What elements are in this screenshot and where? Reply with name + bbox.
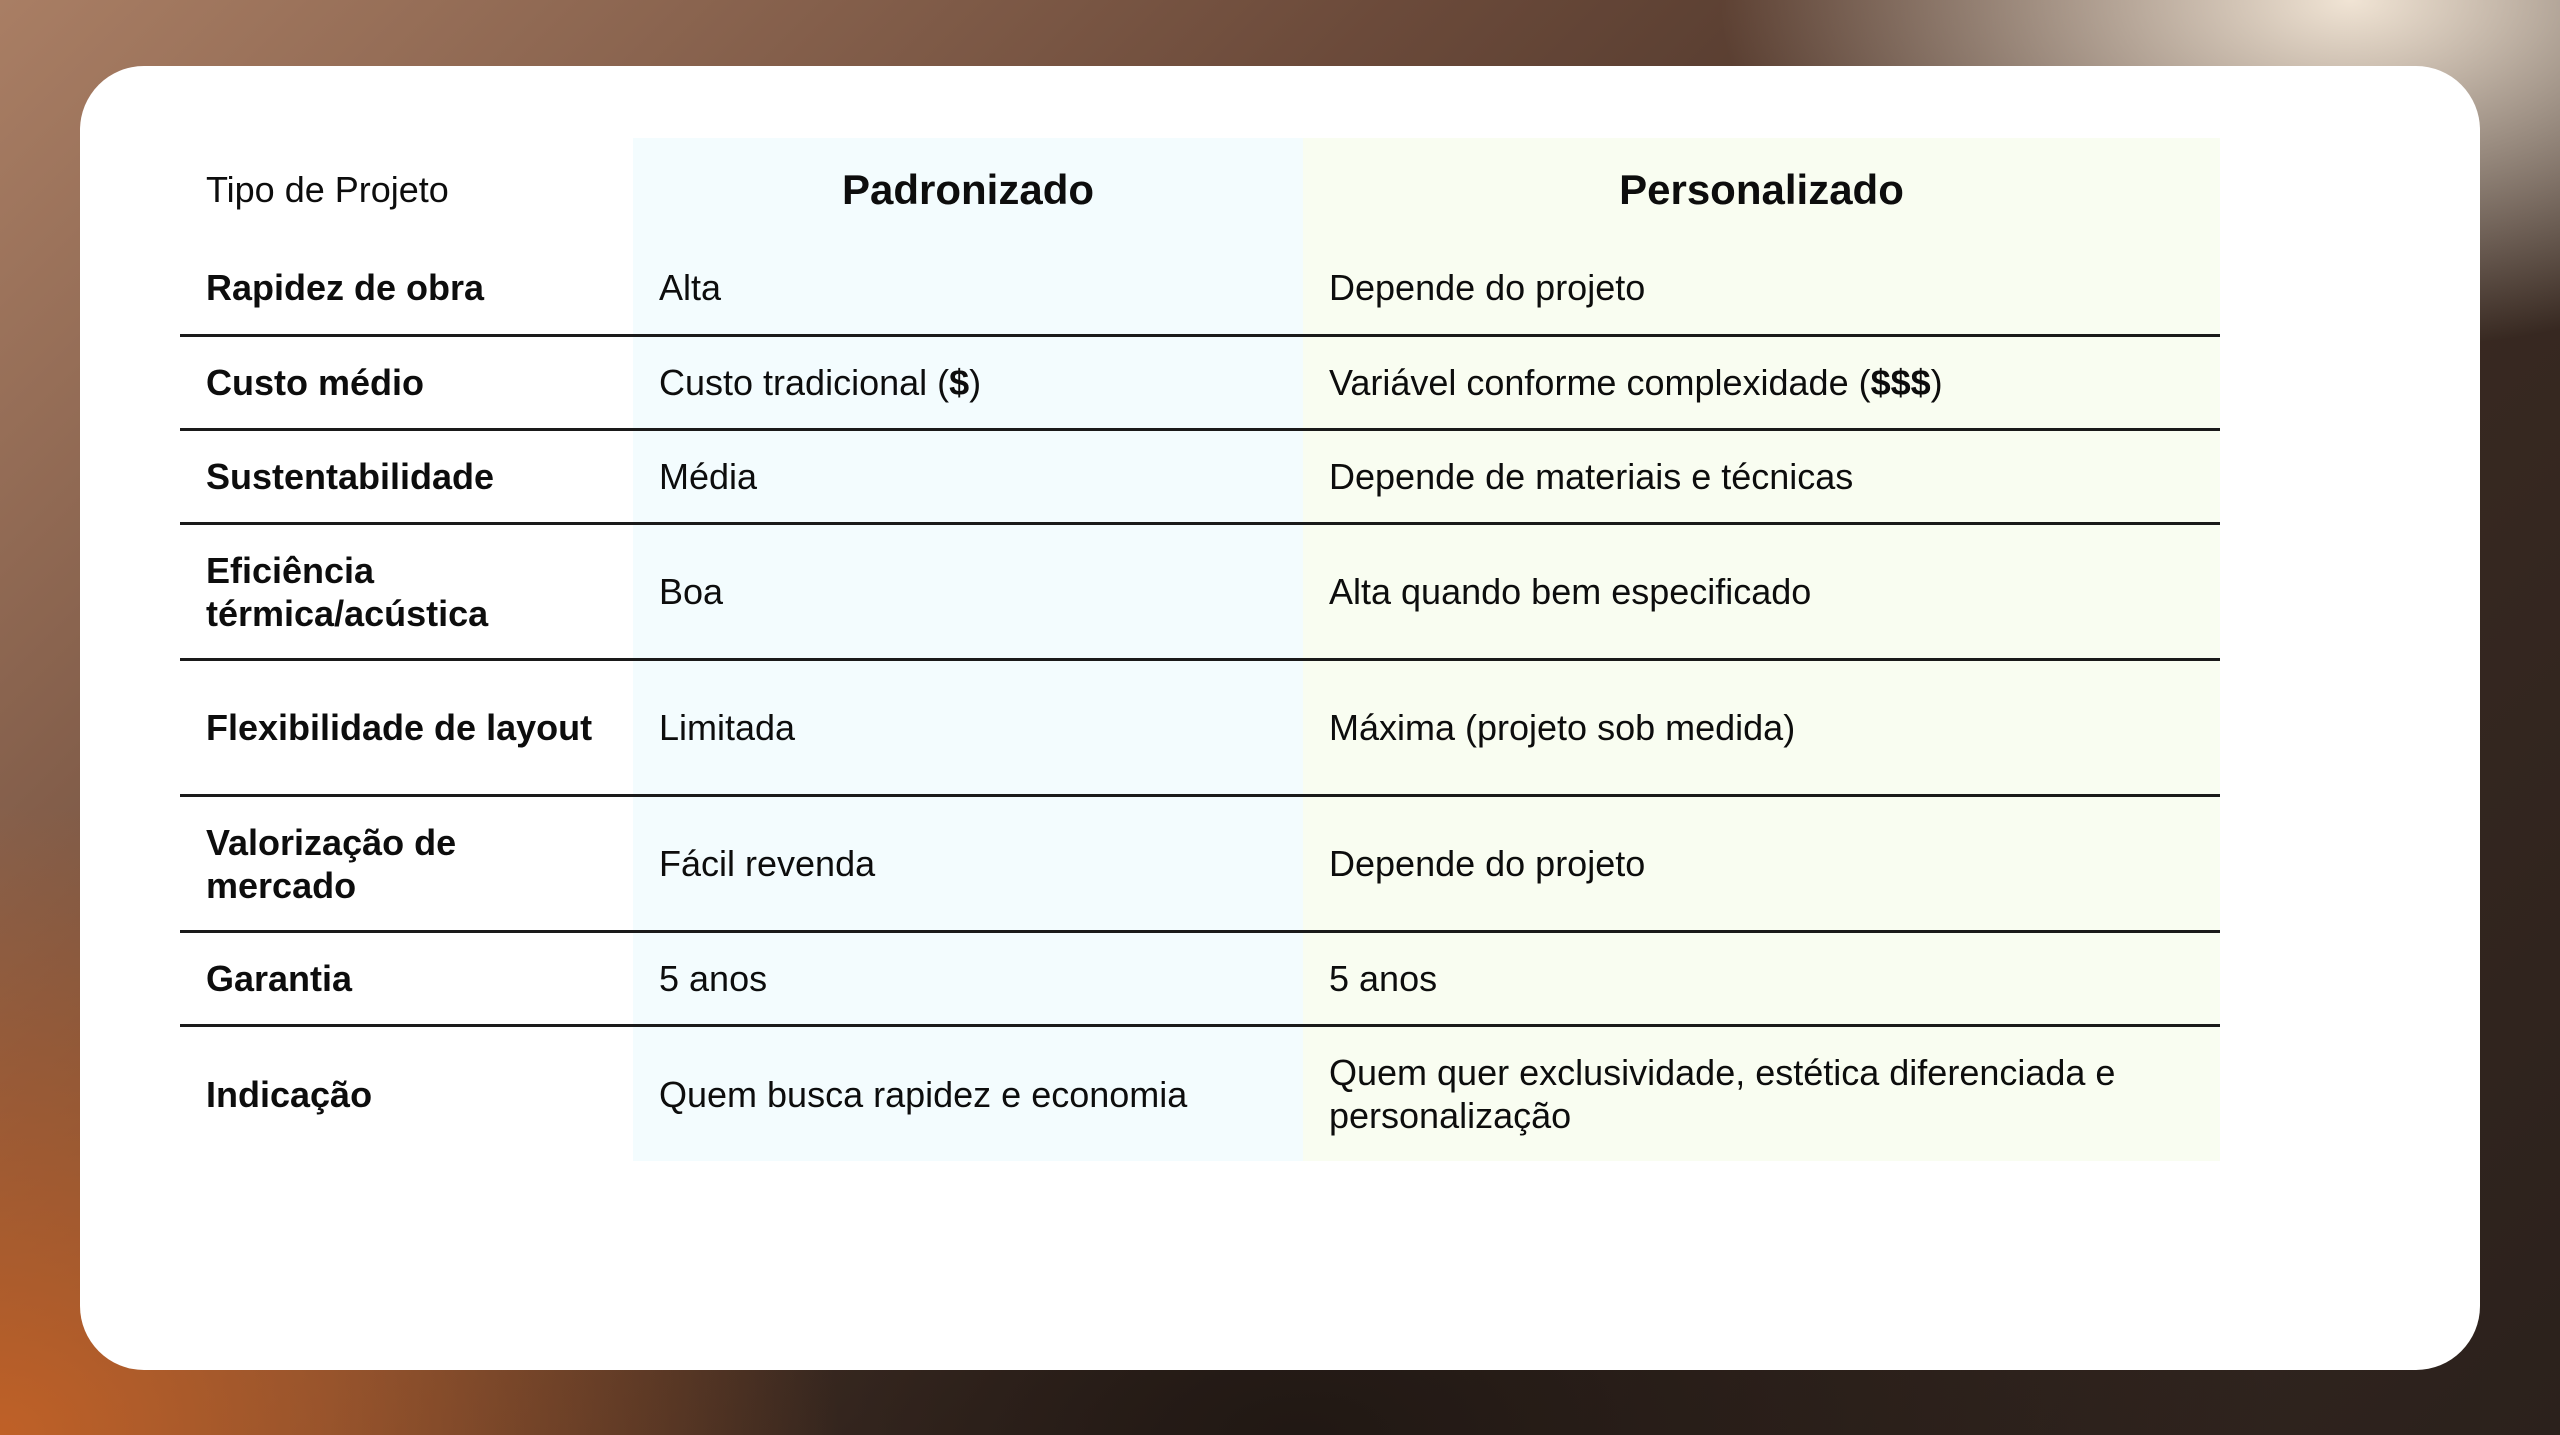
cost-symbol: $ (949, 362, 970, 403)
row-label: Rapidez de obra (206, 266, 485, 308)
cell-text: Variável conforme complexidade ( (1329, 362, 1871, 403)
table-row (180, 932, 2220, 1026)
comparison-table-wrapper (180, 138, 2220, 1161)
table-row (180, 430, 2220, 524)
table-row (180, 796, 2220, 932)
table-row (180, 524, 2220, 660)
table-row (180, 240, 2220, 336)
cost-symbol: $$$ (1870, 362, 1931, 403)
cell-personalizado: Quem quer exclusividade, estética diferenciada e personalização (1303, 1026, 2220, 1162)
cell-padronizado: Média (633, 430, 1303, 524)
row-label: Valorização de mercado (206, 821, 457, 906)
cell-padronizado: Boa (633, 524, 1303, 660)
cell-padronizado: Fácil revenda (633, 796, 1303, 932)
cell-personalizado: Depende de materiais e técnicas (1303, 430, 2220, 524)
table-row (180, 660, 2220, 796)
row-label: Indicação (206, 1073, 373, 1115)
header-personalizado: Personalizado (1303, 138, 2220, 240)
header-label: Tipo de Projeto (206, 168, 449, 210)
row-label: Eficiência térmica/acústica (206, 549, 489, 634)
cell-text-end: ) (969, 362, 982, 403)
row-label: Flexibilidade de layout (206, 707, 593, 748)
table-row (180, 336, 2220, 430)
cell-personalizado: Depende do projeto (1303, 796, 2220, 932)
cell-padronizado: 5 anos (633, 932, 1303, 1026)
cell-text-end: ) (1930, 362, 1943, 403)
row-label: Garantia (206, 958, 353, 999)
comparison-table (180, 138, 2220, 1161)
table-row (180, 1026, 2220, 1162)
cell-personalizado: Alta quando bem especificado (1303, 524, 2220, 660)
cell-padronizado: Quem busca rapidez e economia (633, 1026, 1303, 1162)
cell-padronizado (633, 336, 1303, 430)
header-padronizado: Padronizado (633, 138, 1303, 240)
cell-personalizado (1303, 336, 2220, 430)
cell-personalizado: 5 anos (1303, 932, 2220, 1026)
cell-padronizado: Limitada (633, 660, 1303, 796)
cell-personalizado: Depende do projeto (1303, 240, 2220, 336)
cell-padronizado: Alta (633, 240, 1303, 336)
row-label: Sustentabilidade (206, 456, 495, 497)
cell-text: Custo tradicional ( (659, 362, 950, 403)
cell-personalizado: Máxima (projeto sob medida) (1303, 660, 2220, 796)
table-header-row (180, 138, 2220, 240)
row-label: Custo médio (206, 362, 425, 403)
